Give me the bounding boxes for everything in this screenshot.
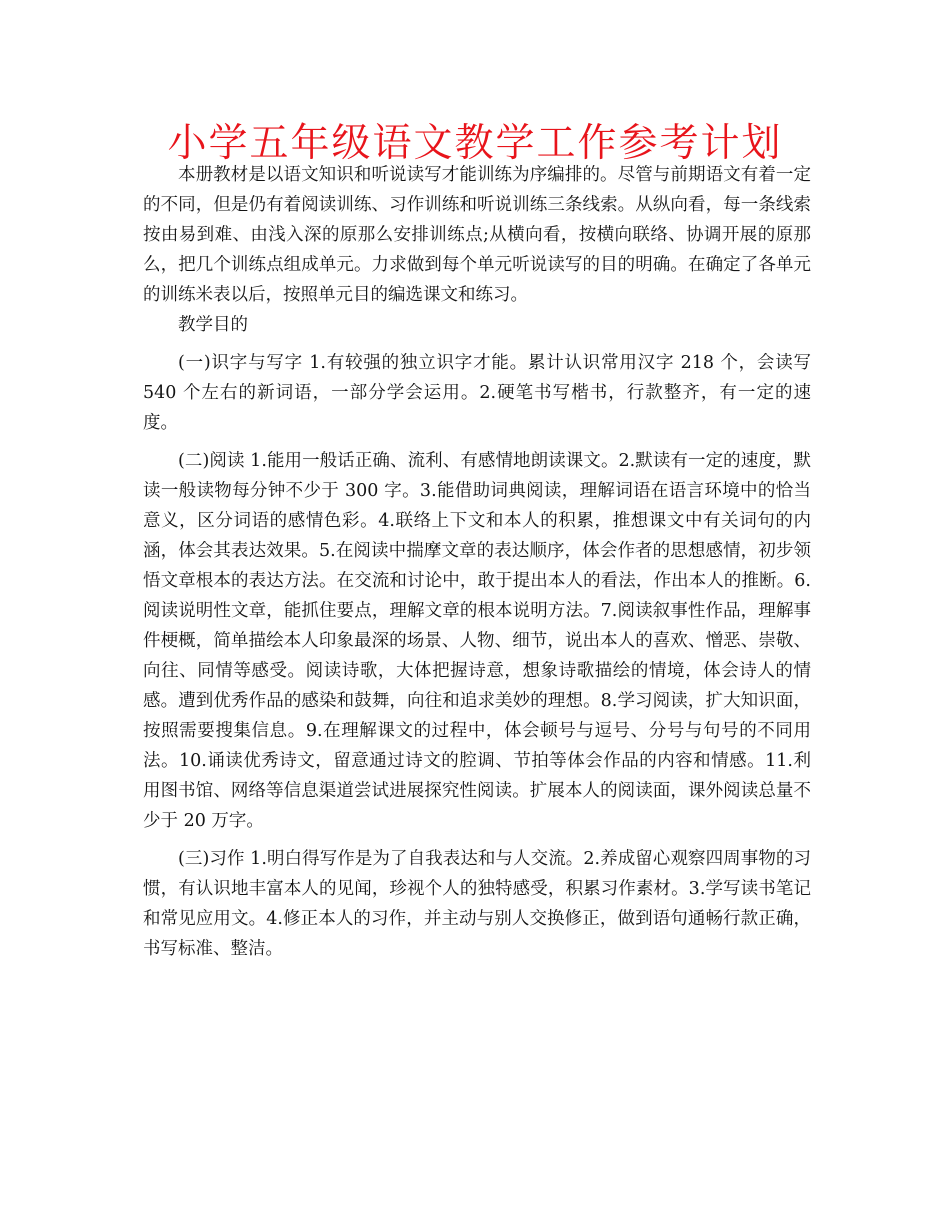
goal-reading: (二)阅读 1.能用一般话正确、流利、有感情地朗读课文。2.默读有一定的速度，默读一般读物每分钟不少于 300 字。3.能借助词典阅读，理解词语在语言环境中的恰当意义，区分词语的感情色彩。4.联络上下文和本人的积累，推想课文中有关词句的内涵，体会其表达效果。5.在阅读中揣摩文章的表达顺序，体会作者的思想感情，初步领悟文章根本的表达方法。在交流和讨论中，敢于提出本人的看法，作出本人的推断。6.阅读说明性文章，能抓住要点，理解文章的根本说明方法。7.阅读叙事性作品，理解事件梗概，简单描绘本人印象最深的场景、人物、细节，说出本人的喜欢、憎恶、崇敬、向往、同情等感受。阅读诗歌，大体把握诗意，想象诗歌描绘的情境，体会诗人的情感。遭到优秀作品的感染和鼓舞，向往和追求美妙的理想。8.学习阅读，扩大知识面，按照需要搜集信息。9.在理解课文的过程中，体会顿号与逗号、分号与句号的不同用法。10.诵读优秀诗文，留意通过诗文的腔调、节拍等体会作品的内容和情感。11.利用图书馆、网络等信息渠道尝试进展探究性阅读。扩展本人的阅读面，课外阅读总量不少于 20 万字。 [143,451,811,831]
document-body [143,160,811,964]
intro-paragraph: 本册教材是以语文知识和听说读写才能训练为序编排的。尽管与前期语文有着一定的不同，但是仍有着阅读训练、习作训练和听说训练三条线索。从纵向看，每一条线索按由易到难、由浅入深的原那么安排训练点;从横向看，按横向联络、协调开展的原那么，把几个训练点组成单元。力求做到每个单元听说读写的目的明确。在确定了各单元的训练米表以后，按照单元目的编选课文和练习。 [143,165,811,305]
section-heading-teaching-goals: 教学目的 [178,315,248,335]
goal-composition: (三)习作 1.明白得写作是为了自我表达和与人交流。2.养成留心观察四周事物的习惯，有认识地丰富本人的见闻，珍视个人的独特感受，积累习作素材。3.学写读书笔记和常见应用文。4.修正本人的习作，并主动与别人交换修正，做到语句通畅行款正确，书写标准、整洁。 [143,849,811,959]
document-title: 小学五年级语文教学工作参考计划 [167,121,783,166]
goal-literacy-writing: (一)识字与写字 1.有较强的独立识字才能。累计认识常用汉字 218 个，会读写 540 个左右的新词语，一部分学会运用。2.硬笔书写楷书，行款整齐，有一定的速度。 [143,353,811,433]
